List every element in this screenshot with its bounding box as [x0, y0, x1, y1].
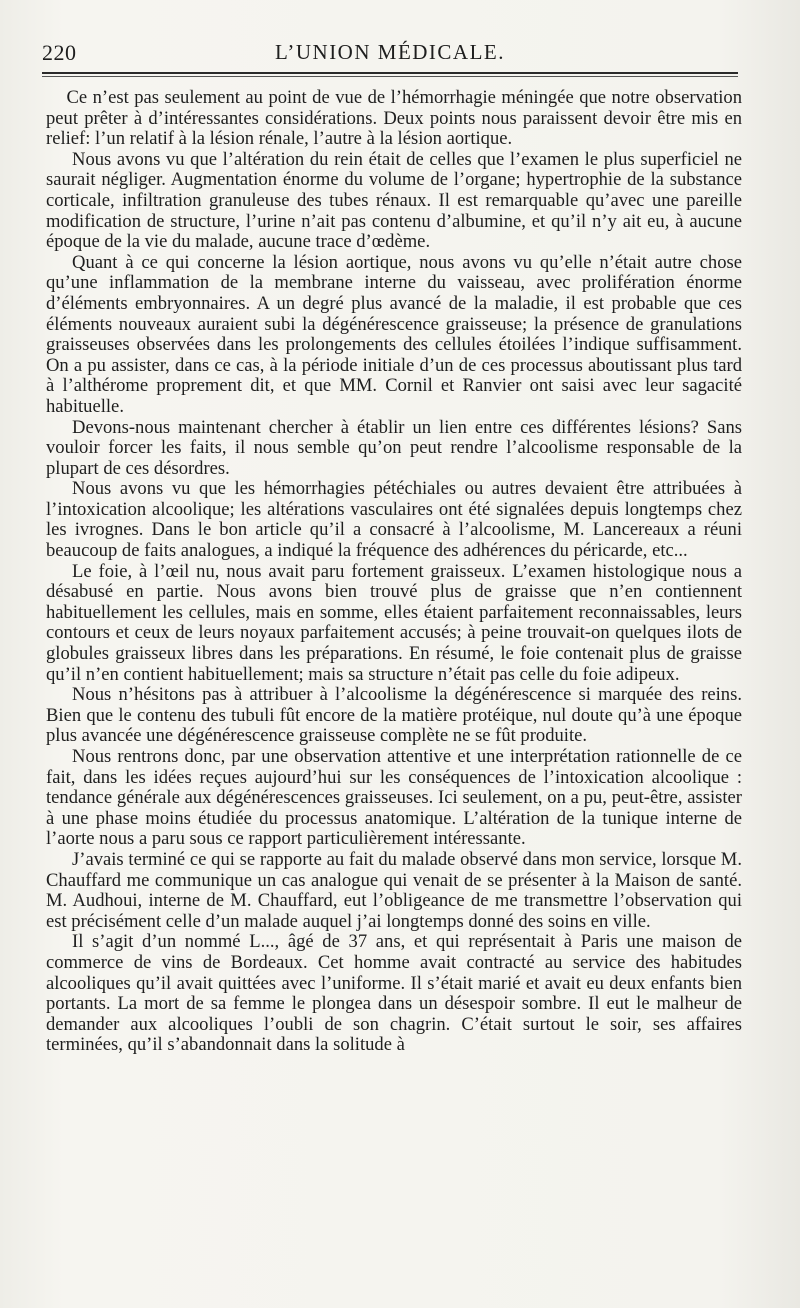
page-number: 220 — [42, 40, 77, 65]
paragraph: Quant à ce qui concerne la lésion aortique, nous avons vu qu’elle n’était autre chose qu’une inflammation de la membrane interne du vaisseau, avec prolifération énorme d’éléments embryonnaires. A un degré plus avancé de la maladie, il est probable que ces éléments nouveaux auraient subi la dégénérescence graisseuse; la présence de granulations graisseuses observées dans les prolongements des cellules étoilées l’indique suffisamment. On a pu assister, dans ce cas, à la période initiale d’un de ces processus aboutissant plus tard à l’althérome proprement dit, et que MM. Cornil et Ranvier ont saisi avec leur sagacité habituelle. — [46, 251, 742, 417]
header-rule-thin — [42, 76, 738, 77]
paragraph: J’avais terminé ce qui se rapporte au fait du malade observé dans mon service, lorsque M. Chauffard me communique un cas analogue qui venait de se présenter à la Maison de santé. M. Audhoui, interne de M. Chauffard, eut l’obligeance de me transmettre l’observation qui est précisément celle d’un malade auquel j’ai longtemps donné des soins en ville. — [46, 848, 742, 932]
header-rule — [42, 72, 738, 74]
paragraph: Le foie, à l’œil nu, nous avait paru fortement graisseux. L’examen histologique nous a désabusé en partie. Nous avons bien trouvé plus de graisse que n’en contiennent habituellement les cellules, mais en somme, elles étaient parfaitement reconnaissables, leurs contours et ceux de leurs noyaux parfaitement accusés; à peine trouvait-on quelques ilots de globules graisseux libres dans les préparations. En résumé, le foie contenait plus de graisse qu’il n’en contient habituellement; mais sa structure n’était pas celle du foie adipeux. — [46, 560, 742, 685]
paragraph: Ce n’est pas seulement au point de vue de l’hémorrhagie méningée que notre observation peut prêter à d’intéressantes considérations. Deux points nous paraissent devoir être mis en relief: l’un relatif à la lésion rénale, l’autre à la lésion aortique. — [46, 87, 742, 150]
page-header — [40, 40, 740, 70]
paragraph: Nous avons vu que l’altération du rein était de celles que l’examen le plus superficiel ne saurait négliger. Augmentation énorme du volume de l’organe; hypertrophie de la substance corticale, infiltration granuleuse des tubes rénaux. Il est remarquable qu’avec une pareille modification de structure, l’urine n’ait pas contenu d’albumine, et qu’il n’y ait eu, à aucune époque de la vie du malade, aucune trace d’œdème. — [46, 148, 742, 253]
paragraph: Devons-nous maintenant chercher à établir un lien entre ces différentes lésions? Sans vouloir forcer les faits, il nous semble qu’on peut rendre l’alcoolisme responsable de la plupart de ces désordres. — [46, 416, 742, 479]
paragraph: Nous rentrons donc, par une observation attentive et une interprétation rationnelle de ce fait, dans les idées reçues aujourd’hui sur les conséquences de l’intoxication alcoolique : tendance générale aux dégénérescences graisseuses. Ici seulement, on a pu, peut-être, assister à une phase moins étudiée du processus anatomique. L’altération de la tunique interne de l’aorte nous a paru sous ce rapport particulièrement intéressante. — [46, 746, 742, 850]
paragraph: Il s’agit d’un nommé L..., âgé de 37 ans, et qui représentait à Paris une maison de commerce de vins de Bordeaux. Cet homme avait contracté au service des habitudes alcooliques qu’il avait quittées avec l’uniforme. Il s’était marié et avait eu deux enfants bien portants. La mort de sa femme le plongea dans un désespoir sombre. Il eut le malheur de demander aux alcooliques l’oubli de son chagrin. C’était surtout le soir, ses affaires terminées, qu’il s’abandonnait dans la solitude à — [46, 931, 742, 1056]
paragraph: Nous avons vu que les hémorrhagies pétéchiales ou autres devaient être attribuées à l’intoxication alcoolique; les altérations vasculaires ont été signalées depuis longtemps chez les ivrognes. Dans le bon article qu’il a consacré à l’alcoolisme, M. Lancereaux a réuni beaucoup de faits analogues, a indiqué la fréquence des adhérences du péricarde, etc... — [46, 478, 742, 562]
body-text — [46, 88, 742, 1056]
running-title: L’UNION MÉDICALE. — [274, 40, 506, 64]
paragraph: Nous n’hésitons pas à attribuer à l’alcoolisme la dégénérescence si marquée des reins. Bien que le contenu des tubuli fût encore de la matière protéique, nul doute qu’à une époque plus avancée une dégénérescence graisseuse complète ne se fût produite. — [46, 684, 742, 747]
